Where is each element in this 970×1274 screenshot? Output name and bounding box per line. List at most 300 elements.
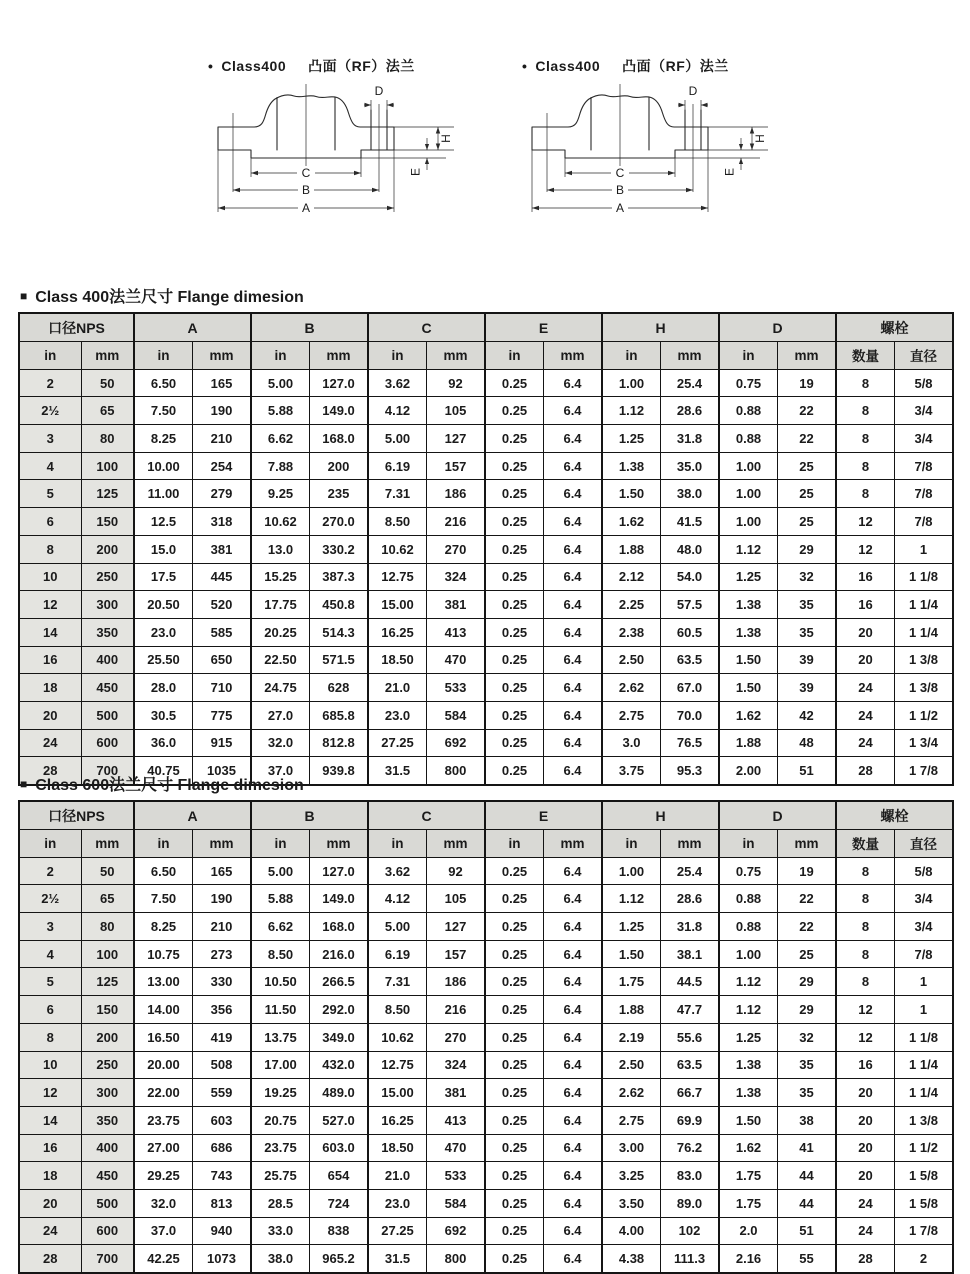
cell: 216.0 <box>310 940 369 968</box>
cell: 32.0 <box>251 729 310 757</box>
cell: 0.25 <box>485 397 544 425</box>
cell: 20.75 <box>251 1106 310 1134</box>
cell: 0.25 <box>485 1189 544 1217</box>
table-row <box>19 674 953 702</box>
cell: 24 <box>836 701 895 729</box>
cell: 24 <box>836 1217 895 1245</box>
cell: 25.4 <box>661 369 720 397</box>
cell: 16 <box>836 1051 895 1079</box>
cell: 413 <box>427 1106 486 1134</box>
cell: 3/4 <box>895 885 954 913</box>
section-title-text: Class 400法兰尺寸 Flange dimesion <box>35 289 304 306</box>
cell: 67.0 <box>661 674 720 702</box>
cell: 1.25 <box>719 1023 778 1051</box>
cell: 33.0 <box>251 1217 310 1245</box>
cell: 1.38 <box>719 1051 778 1079</box>
cell: 9.25 <box>251 480 310 508</box>
cell: 0.25 <box>485 940 544 968</box>
cell: 6.4 <box>544 425 603 453</box>
cell: 1.38 <box>719 618 778 646</box>
cell: 6.4 <box>544 535 603 563</box>
cell: 50 <box>81 857 134 885</box>
cell: 533 <box>427 1162 486 1190</box>
cell: 1.12 <box>602 885 661 913</box>
cell: 1 7/8 <box>895 757 954 785</box>
column-subheader: in <box>485 342 544 370</box>
cell: 356 <box>193 996 252 1024</box>
cell: 20.25 <box>251 618 310 646</box>
cell: 2.75 <box>602 701 661 729</box>
table-row <box>19 968 953 996</box>
cell: 6 <box>19 996 81 1024</box>
cell: 39 <box>778 646 837 674</box>
cell: 8 <box>836 857 895 885</box>
column-group-header: C <box>368 313 485 342</box>
cell: 23.0 <box>368 701 427 729</box>
cell: 38.0 <box>661 480 720 508</box>
cell: 2.16 <box>719 1245 778 1273</box>
table-row <box>19 508 953 536</box>
cell: 8 <box>836 940 895 968</box>
cell: 0.25 <box>485 729 544 757</box>
cell: 915 <box>193 729 252 757</box>
cell: 7/8 <box>895 508 954 536</box>
column-subheader: in <box>134 342 193 370</box>
cell: 100 <box>81 940 134 968</box>
cell: 4 <box>19 452 81 480</box>
table-row <box>19 1023 953 1051</box>
cell: 1.12 <box>719 968 778 996</box>
column-subheader: 数量 <box>836 830 895 858</box>
cell: 571.5 <box>310 646 369 674</box>
cell: 8.50 <box>251 940 310 968</box>
cell: 20.50 <box>134 591 193 619</box>
cell: 470 <box>427 1134 486 1162</box>
cell: 54.0 <box>661 563 720 591</box>
cell: 216 <box>427 996 486 1024</box>
cell: 55 <box>778 1245 837 1273</box>
cell: 37.0 <box>251 757 310 785</box>
cell: 800 <box>427 757 486 785</box>
table-row <box>19 1217 953 1245</box>
cell: 44 <box>778 1189 837 1217</box>
cell: 38 <box>778 1106 837 1134</box>
column-subheader: mm <box>778 342 837 370</box>
cell: 92 <box>427 369 486 397</box>
cell: 650 <box>193 646 252 674</box>
cell: 1.25 <box>719 563 778 591</box>
cell: 36.0 <box>134 729 193 757</box>
cell: 1.25 <box>602 913 661 941</box>
cell: 20 <box>836 618 895 646</box>
table-row <box>19 452 953 480</box>
cell: 10.00 <box>134 452 193 480</box>
cell: 0.75 <box>719 369 778 397</box>
cell: 95.3 <box>661 757 720 785</box>
table-row <box>19 591 953 619</box>
flange-diagram <box>218 84 454 215</box>
cell: 500 <box>81 701 134 729</box>
cell: 149.0 <box>310 397 369 425</box>
cell: 3 <box>19 913 81 941</box>
cell: 6.50 <box>134 857 193 885</box>
cell: 350 <box>81 1106 134 1134</box>
cell: 266.5 <box>310 968 369 996</box>
cell: 7.31 <box>368 480 427 508</box>
cell: 17.00 <box>251 1051 310 1079</box>
cell: 2.62 <box>602 674 661 702</box>
cell: 24 <box>19 1217 81 1245</box>
cell: 16.25 <box>368 618 427 646</box>
cell: 6.62 <box>251 913 310 941</box>
cell: 12 <box>836 1023 895 1051</box>
cell: 28.0 <box>134 674 193 702</box>
cell: 5.88 <box>251 885 310 913</box>
cell: 381 <box>193 535 252 563</box>
cell: 28 <box>19 1245 81 1273</box>
column-subheader: mm <box>81 830 134 858</box>
cell: 6.4 <box>544 452 603 480</box>
cell: 51 <box>778 1217 837 1245</box>
cell: 127.0 <box>310 857 369 885</box>
cell: 18 <box>19 674 81 702</box>
cell: 1.50 <box>602 480 661 508</box>
cell: 450 <box>81 674 134 702</box>
cell: 1 7/8 <box>895 1217 954 1245</box>
cell: 3.25 <box>602 1162 661 1190</box>
cell: 3/4 <box>895 913 954 941</box>
cell: 1.38 <box>602 452 661 480</box>
cell: 584 <box>427 701 486 729</box>
cell: 14.00 <box>134 996 193 1024</box>
cell: 3 <box>19 425 81 453</box>
cell: 18.50 <box>368 1134 427 1162</box>
cell: 4.38 <box>602 1245 661 1273</box>
cell: 2.0 <box>719 1217 778 1245</box>
cell: 6.4 <box>544 1051 603 1079</box>
cell: 413 <box>427 618 486 646</box>
figure-caption-type: 凸面（RF）法兰 <box>622 58 729 74</box>
cell: 700 <box>81 757 134 785</box>
cell: 2.25 <box>602 591 661 619</box>
cell: 1.75 <box>602 968 661 996</box>
cell: 533 <box>427 674 486 702</box>
table-row <box>19 1189 953 1217</box>
table-row <box>19 397 953 425</box>
cell: 2 <box>19 369 81 397</box>
cell: 5.00 <box>368 425 427 453</box>
cell: 6.4 <box>544 968 603 996</box>
cell: 7.50 <box>134 397 193 425</box>
section-title-class400 <box>20 284 304 307</box>
cell: 27.00 <box>134 1134 193 1162</box>
cell: 2.38 <box>602 618 661 646</box>
cell: 8 <box>19 535 81 563</box>
cell: 12 <box>836 508 895 536</box>
cell: 111.3 <box>661 1245 720 1273</box>
cell: 500 <box>81 1189 134 1217</box>
cell: 1.12 <box>719 535 778 563</box>
cell: 200 <box>81 535 134 563</box>
cell: 0.25 <box>485 1217 544 1245</box>
cell: 16 <box>19 1134 81 1162</box>
cell: 28.6 <box>661 397 720 425</box>
cell: 6.4 <box>544 646 603 674</box>
cell: 125 <box>81 968 134 996</box>
cell: 1.75 <box>719 1189 778 1217</box>
cell: 0.25 <box>485 480 544 508</box>
cell: 514.3 <box>310 618 369 646</box>
cell: 270 <box>427 1023 486 1051</box>
cell: 157 <box>427 452 486 480</box>
cell: 5 <box>19 480 81 508</box>
cell: 8 <box>836 425 895 453</box>
cell: 0.25 <box>485 674 544 702</box>
cell: 1 5/8 <box>895 1189 954 1217</box>
cell: 20 <box>19 1189 81 1217</box>
cell: 2.00 <box>719 757 778 785</box>
cell: 1 <box>895 968 954 996</box>
table-row <box>19 701 953 729</box>
column-group-header: 螺栓 <box>836 313 953 342</box>
cell: 19.25 <box>251 1079 310 1107</box>
cell: 1.75 <box>719 1162 778 1190</box>
cell: 2 <box>895 1245 954 1273</box>
cell: 25 <box>778 480 837 508</box>
cell: 1.50 <box>719 674 778 702</box>
cell: 60.5 <box>661 618 720 646</box>
cell: 5/8 <box>895 857 954 885</box>
cell: 10.62 <box>251 508 310 536</box>
cell: 0.25 <box>485 646 544 674</box>
cell: 6.4 <box>544 1245 603 1273</box>
column-group-header: 口径NPS <box>19 313 134 342</box>
cell: 3.0 <box>602 729 661 757</box>
cell: 22.50 <box>251 646 310 674</box>
cell: 18 <box>19 1162 81 1190</box>
square-bullet-icon: ■ <box>20 776 28 791</box>
cell: 584 <box>427 1189 486 1217</box>
cell: 19 <box>778 369 837 397</box>
cell: 32.0 <box>134 1189 193 1217</box>
cell: 210 <box>193 913 252 941</box>
cell: 0.25 <box>485 508 544 536</box>
cell: 25.4 <box>661 857 720 885</box>
column-group-header: B <box>251 801 368 830</box>
cell: 6.4 <box>544 885 603 913</box>
column-subheader: mm <box>427 830 486 858</box>
column-subheader: in <box>602 830 661 858</box>
cell: 5.00 <box>251 369 310 397</box>
cell: 0.25 <box>485 996 544 1024</box>
column-subheader: mm <box>193 342 252 370</box>
cell: 0.25 <box>485 1162 544 1190</box>
cell: 8 <box>836 480 895 508</box>
cell: 66.7 <box>661 1079 720 1107</box>
cell: 6.4 <box>544 480 603 508</box>
cell: 1 1/4 <box>895 1079 954 1107</box>
cell: 0.25 <box>485 1023 544 1051</box>
cell: 400 <box>81 646 134 674</box>
cell: 65 <box>81 397 134 425</box>
cell: 6.4 <box>544 913 603 941</box>
table-row <box>19 480 953 508</box>
cell: 15.00 <box>368 591 427 619</box>
cell: 27.25 <box>368 729 427 757</box>
cell: 300 <box>81 1079 134 1107</box>
table-row <box>19 913 953 941</box>
cell: 692 <box>427 729 486 757</box>
cell: 13.75 <box>251 1023 310 1051</box>
cell: 12 <box>19 1079 81 1107</box>
column-group-header: E <box>485 313 602 342</box>
column-subheader: mm <box>661 342 720 370</box>
cell: 21.0 <box>368 1162 427 1190</box>
cell: 24 <box>19 729 81 757</box>
column-subheader: in <box>602 342 661 370</box>
cell: 6.4 <box>544 1023 603 1051</box>
flange-diagram-svg <box>502 80 784 232</box>
cell: 1 3/4 <box>895 729 954 757</box>
cell: 250 <box>81 563 134 591</box>
table-body <box>19 369 953 785</box>
cell: 13.00 <box>134 968 193 996</box>
cell: 324 <box>427 1051 486 1079</box>
table-row <box>19 1051 953 1079</box>
cell: 5.00 <box>251 857 310 885</box>
cell: 939.8 <box>310 757 369 785</box>
cell: 27.25 <box>368 1217 427 1245</box>
cell: 190 <box>193 397 252 425</box>
table-row <box>19 563 953 591</box>
column-subheader: in <box>719 830 778 858</box>
column-subheader: in <box>719 342 778 370</box>
cell: 20 <box>836 646 895 674</box>
cell: 0.25 <box>485 968 544 996</box>
cell: 20.00 <box>134 1051 193 1079</box>
cell: 200 <box>310 452 369 480</box>
column-group-header: C <box>368 801 485 830</box>
cell: 63.5 <box>661 646 720 674</box>
cell: 0.25 <box>485 618 544 646</box>
cell: 2½ <box>19 397 81 425</box>
cell: 1.25 <box>602 425 661 453</box>
cell: 3.62 <box>368 857 427 885</box>
cell: 6.4 <box>544 1106 603 1134</box>
cell: 42 <box>778 701 837 729</box>
cell: 6.4 <box>544 701 603 729</box>
cell: 20 <box>836 1162 895 1190</box>
cell: 22 <box>778 885 837 913</box>
cell: 6.4 <box>544 729 603 757</box>
column-group-header: 口径NPS <box>19 801 134 830</box>
cell: 1.38 <box>719 591 778 619</box>
column-group-header: H <box>602 801 719 830</box>
cell: 0.25 <box>485 1051 544 1079</box>
cell: 559 <box>193 1079 252 1107</box>
cell: 92 <box>427 857 486 885</box>
cell: 6.4 <box>544 996 603 1024</box>
figure-caption <box>502 56 784 76</box>
cell: 1.50 <box>719 1106 778 1134</box>
cell: 23.0 <box>368 1189 427 1217</box>
table-row <box>19 885 953 913</box>
cell: 14 <box>19 618 81 646</box>
section-title-text: Class 600法兰尺寸 Flange dimesion <box>35 777 304 794</box>
cell: 16 <box>836 563 895 591</box>
cell: 17.5 <box>134 563 193 591</box>
cell: 14 <box>19 1106 81 1134</box>
cell: 22 <box>778 397 837 425</box>
cell: 23.75 <box>134 1106 193 1134</box>
cell: 8 <box>836 968 895 996</box>
cell: 7.88 <box>251 452 310 480</box>
column-subheader: mm <box>544 342 603 370</box>
cell: 165 <box>193 857 252 885</box>
cell: 10 <box>19 1051 81 1079</box>
cell: 20 <box>836 1106 895 1134</box>
cell: 1.00 <box>602 369 661 397</box>
cell: 100 <box>81 452 134 480</box>
cell: 1.00 <box>719 480 778 508</box>
cell: 200 <box>81 1023 134 1051</box>
cell: 127 <box>427 425 486 453</box>
cell: 5 <box>19 968 81 996</box>
cell: 710 <box>193 674 252 702</box>
cell: 70.0 <box>661 701 720 729</box>
cell: 812.8 <box>310 729 369 757</box>
cell: 8 <box>19 1023 81 1051</box>
cell: 324 <box>427 563 486 591</box>
cell: 2.75 <box>602 1106 661 1134</box>
cell: 89.0 <box>661 1189 720 1217</box>
class600-dimension-table <box>18 800 954 1274</box>
cell: 22.00 <box>134 1079 193 1107</box>
cell: 186 <box>427 480 486 508</box>
cell: 1.62 <box>719 701 778 729</box>
cell: 654 <box>310 1162 369 1190</box>
column-group-header: H <box>602 313 719 342</box>
cell: 8 <box>836 885 895 913</box>
cell: 0.25 <box>485 757 544 785</box>
cell: 1 1/4 <box>895 618 954 646</box>
cell: 63.5 <box>661 1051 720 1079</box>
cell: 35 <box>778 618 837 646</box>
table-row <box>19 1162 953 1190</box>
cell: 6 <box>19 508 81 536</box>
cell: 686 <box>193 1134 252 1162</box>
cell: 23.0 <box>134 618 193 646</box>
figure-caption-type: 凸面（RF）法兰 <box>308 58 415 74</box>
cell: 1 1/4 <box>895 591 954 619</box>
cell: 838 <box>310 1217 369 1245</box>
cell: 41.5 <box>661 508 720 536</box>
cell: 125 <box>81 480 134 508</box>
cell: 39 <box>778 674 837 702</box>
cell: 381 <box>427 591 486 619</box>
cell: 6.4 <box>544 1189 603 1217</box>
column-subheader: in <box>368 830 427 858</box>
column-subheader: in <box>251 342 310 370</box>
table-row <box>19 857 953 885</box>
cell: 1 <box>895 535 954 563</box>
cell: 8 <box>836 913 895 941</box>
cell: 7/8 <box>895 452 954 480</box>
table-row <box>19 729 953 757</box>
column-subheader: mm <box>310 342 369 370</box>
cell: 37.0 <box>134 1217 193 1245</box>
cell: 0.25 <box>485 701 544 729</box>
